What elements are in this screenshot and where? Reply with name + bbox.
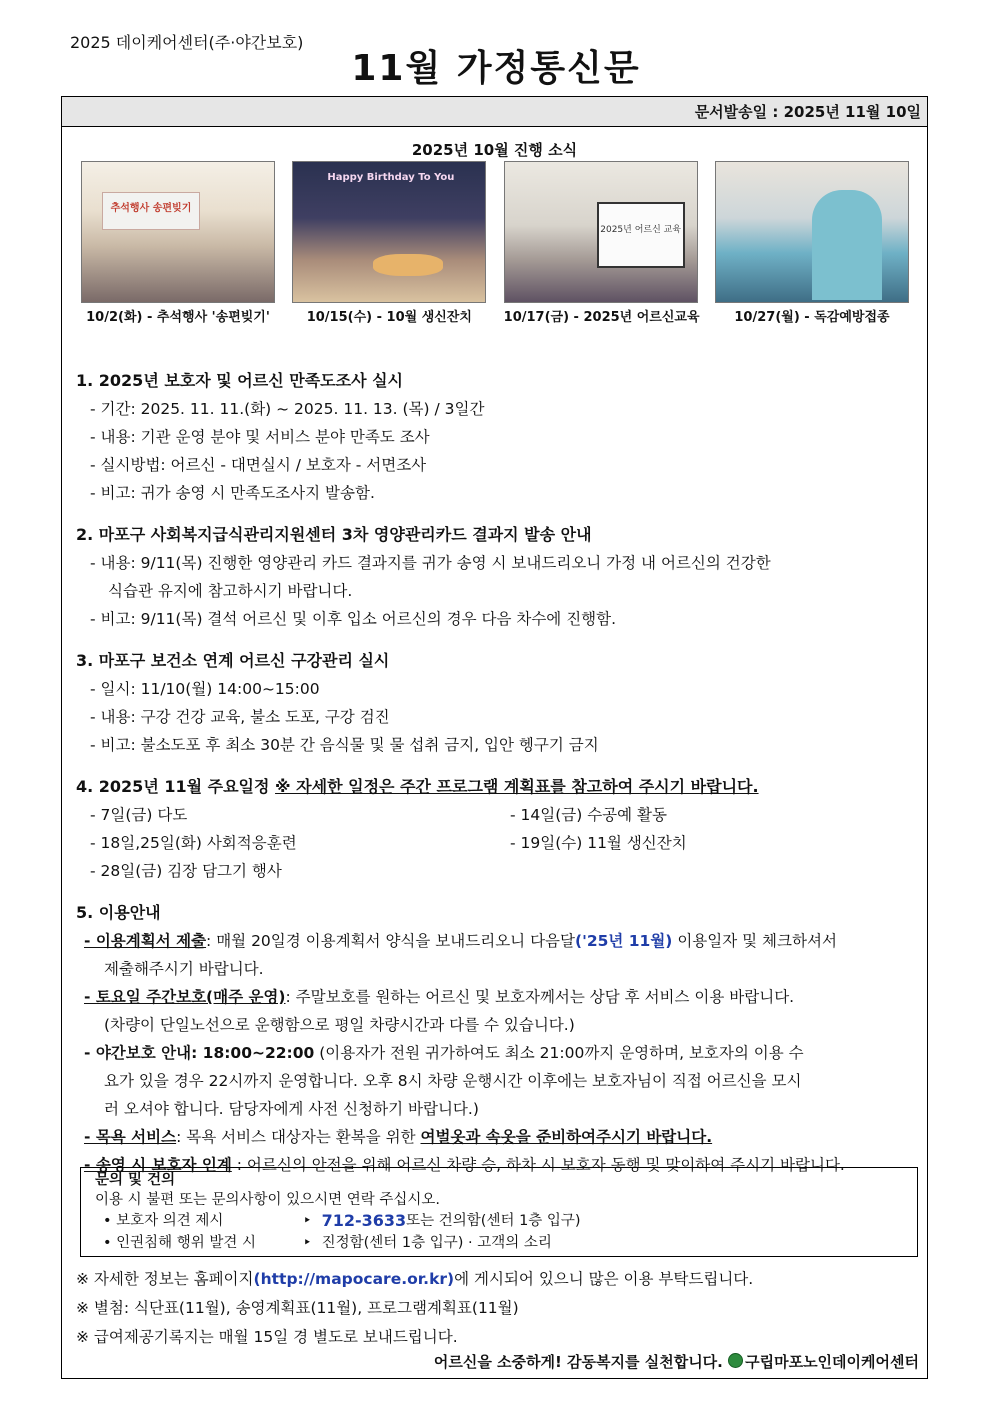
chuseok-photo	[81, 161, 275, 303]
event-banner: 추석행사 송편빚기	[102, 192, 200, 230]
schedule-note: ※ 자세한 일정은 주간 프로그램 계획표를 참고하여 주시기 바랍니다.	[275, 777, 759, 796]
page-title: 11월 가정통신문	[351, 48, 641, 89]
photo-caption: 10/27(월) - 독감예방접종	[734, 310, 890, 325]
inquiry-box	[80, 1167, 918, 1257]
list-item-continuation: 제출해주시기 바랍니다.	[104, 960, 264, 978]
list-item: - 야간보호 안내: 18:00~22:00 (이용자가 전원 귀가하여도 최소 21:00까지 운영하며, 보호자의 이용 수	[84, 1044, 804, 1062]
section-heading: 2. 마포구 사회복지급식관리지원센터 3차 영양관리카드 결과지 발송 안내	[76, 525, 592, 544]
list-item: - 일시: 11/10(월) 14:00~15:00	[90, 680, 320, 698]
list-item-continuation: (차량이 단일노선으로 운행함으로 평일 차량시간과 다를 수 있습니다.)	[104, 1016, 575, 1034]
cake-shape	[373, 254, 443, 276]
inquiry-desc: 이용 시 불편 또는 문의사항이 있으시면 연락 주십시오.	[95, 1192, 441, 1208]
center-name: 구립마포노인데이케어센터	[745, 1353, 919, 1371]
list-item: - 19일(수) 11월 생신잔치	[510, 834, 687, 852]
list-item: - 비고: 9/11(목) 결석 어르신 및 이후 입소 어르신의 경우 다음 차수에 진행함.	[90, 610, 617, 628]
section-usage-guide	[76, 899, 916, 1179]
schedule-col-right	[496, 801, 916, 885]
list-item: - 토요일 주간보호(매주 운영): 주말보호를 원하는 어르신 및 보호자께서는 상담 후 서비스 이용 바랍니다.	[84, 988, 795, 1006]
arrow-icon: ‣	[303, 1235, 312, 1251]
org-name: 2025 데이케어센터(주·야간보호)	[70, 33, 304, 52]
section-nutrition-card	[76, 521, 916, 633]
issue-date: 문서발송일 : 2025년 11월 10일	[62, 97, 927, 127]
photo-caption: 10/17(금) - 2025년 어르신교육	[503, 310, 700, 325]
schedule-title: 4. 2025년 11월 주요일정	[76, 777, 270, 796]
slogan: 어르신을 소중하게! 감동복지를 실천합니다.	[433, 1353, 723, 1371]
schedule-grid	[76, 801, 916, 885]
birthday-photo	[292, 161, 486, 303]
document-frame	[61, 96, 928, 1379]
inquiry-row-rights: • 인권침해 행위 발견 시 ‣ 진정함(센터 1층 입구) · 고객의 소리	[95, 1232, 903, 1254]
list-item: - 이용계획서 제출: 매월 20일경 이용계획서 양식을 보내드리오니 다음달('25년 11월) 이용일자 및 체크하셔서	[84, 932, 837, 950]
list-item: - 내용: 구강 건강 교육, 불소 도포, 구강 검진	[90, 708, 390, 726]
section-heading: 1. 2025년 보호자 및 어르신 만족도조사 실시	[76, 371, 404, 390]
inquiry-title: 문의 및 건의	[95, 1172, 176, 1188]
list-item: - 실시방법: 어르신 - 대면실시 / 보호자 - 서면조사	[90, 456, 427, 474]
news-title: 2025년 10월 진행 소식	[411, 141, 578, 159]
list-item-continuation: 러 오셔야 합니다. 담당자에게 사전 신청하기 바랍니다.)	[104, 1100, 479, 1118]
section-heading: 5. 이용안내	[76, 903, 161, 922]
list-item: - 내용: 9/11(목) 진행한 영양관리 카드 결과지를 귀가 송영 시 보내드리오니 가정 내 어르신의 건강한	[90, 554, 771, 572]
center-logo-icon	[728, 1353, 743, 1368]
list-item: - 28일(금) 김장 담그기 행사	[90, 862, 282, 880]
list-item: - 비고: 불소도포 후 최소 30분 간 음식물 및 물 섭취 금지, 입안 헹구기 금지	[90, 736, 599, 754]
photo-gallery	[81, 161, 909, 325]
photo-card	[504, 161, 698, 325]
list-item: - 비고: 귀가 송영 시 만족도조사지 발송함.	[90, 484, 375, 502]
section-satisfaction-survey	[76, 367, 916, 507]
schedule-col-left	[76, 801, 496, 885]
notice-content	[76, 367, 916, 1193]
list-item: - 7일(금) 다도	[90, 806, 188, 824]
section-schedule	[76, 773, 916, 885]
photo-caption: 10/15(수) - 10월 생신잔치	[306, 310, 472, 325]
notes	[76, 1265, 916, 1352]
photo-caption: 10/2(화) - 추석행사 '송편빚기'	[86, 310, 270, 325]
list-item: - 기간: 2025. 11. 11.(화) ~ 2025. 11. 13. (목) / 3일간	[90, 400, 485, 418]
homepage-link[interactable]: (http://mapocare.or.kr)	[253, 1270, 455, 1288]
photo-card	[292, 161, 486, 325]
list-item: - 18일,25일(화) 사회적응훈련	[90, 834, 297, 852]
list-item: - 14일(금) 수공예 활동	[510, 806, 668, 824]
vaccination-photo	[715, 161, 909, 303]
note-attachments: ※ 별첨: 식단표(11월), 송영계획표(11월), 프로그램계획표(11월)	[76, 1299, 519, 1317]
section-heading: 3. 마포구 보건소 연계 어르신 구강관리 실시	[76, 651, 390, 670]
list-item: - 송영 시 보호자 인계 : 어르신의 안전을 위해 어르신 차량 승, 하차 시 보호자 동행 및 맞이하여 주시기 바랍니다.	[84, 1156, 845, 1174]
presentation-screen: 2025년 어르신 교육	[597, 202, 685, 268]
nurse-figure	[812, 190, 882, 300]
note-records: ※ 급여제공기록지는 매월 15일 경 별도로 보내드립니다.	[76, 1328, 458, 1346]
phone-number[interactable]: 712-3633	[321, 1211, 407, 1230]
photo-card	[715, 161, 909, 325]
section-heading	[76, 773, 916, 801]
list-item-continuation: 요가 있을 경우 22시까지 운영합니다. 오후 8시 차량 운행시간 이후에는 보호자님이 직접 어르신을 모시	[104, 1072, 802, 1090]
note-homepage: ※ 자세한 정보는 홈페이지(http://mapocare.or.kr)에 게시되어 있으니 많은 이용 부탁드립니다.	[76, 1270, 754, 1288]
list-item: - 내용: 기관 운영 분야 및 서비스 분야 만족도 조사	[90, 428, 430, 446]
footer	[434, 1351, 919, 1372]
list-item: - 목욕 서비스: 목욕 서비스 대상자는 환복을 위한 여벌옷과 속옷을 준비하여주시기 바랍니다.	[84, 1128, 713, 1146]
education-photo	[504, 161, 698, 303]
section-oral-care	[76, 647, 916, 759]
birthday-screen-text: Happy Birthday To You	[327, 172, 455, 183]
arrow-icon: ‣	[303, 1213, 312, 1229]
inquiry-row-opinion: • 보호자 의견 제시 ‣ 712-3633 또는 건의함(센터 1층 입구)	[103, 1211, 581, 1230]
list-item-continuation: 식습관 유지에 참고하시기 바랍니다.	[108, 582, 353, 600]
photo-card	[81, 161, 275, 325]
